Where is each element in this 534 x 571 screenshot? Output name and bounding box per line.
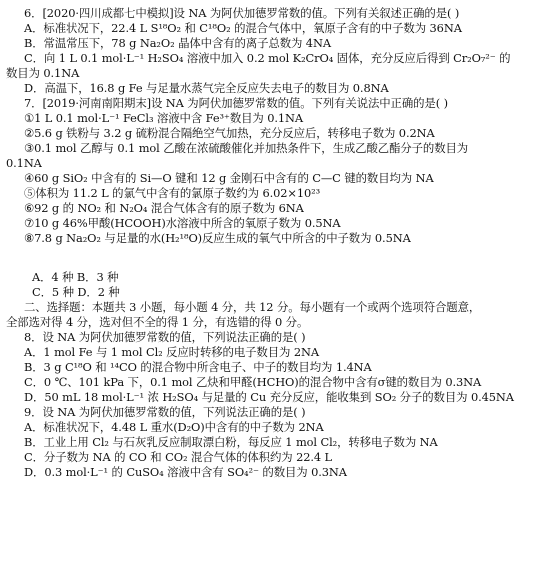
q8-option-c: C．0 ℃、101 kPa 下，0.1 mol 乙炔和甲醛(HCHO)的混合物中含有σ键的数目为 0.3NA (24, 375, 482, 389)
q6-option-b: B．常温常压下，78 g Na₂O₂ 晶体中含有的离子总数为 4NA (24, 36, 331, 50)
q8-option-d: D．50 mL 18 mol·L⁻¹ 浓 H₂SO₄ 与足量的 Cu 充分反应，能收集到 SO₂ 分子的数目为 0.45NA (24, 390, 514, 404)
section-heading: 二、选择题：本题共 3 小题，每小题 4 分，共 12 分。每小题有一个或两个选项符合题意， (24, 300, 481, 314)
q9-option-a: A．标准状况下，4.48 L 重水(D₂O)中含有的中子数为 2NA (24, 420, 324, 434)
q6-option-c: C．向 1 L 0.1 mol·L⁻¹ H₂SO₄ 溶液中加入 0.2 mol K₂CrO₄ 固体，充分反应后得到 Cr₂O₇²⁻ 的 (24, 51, 511, 65)
q7-options-ab: A．4 种 B．3 种 (32, 270, 119, 284)
q6-stem: 6．[2020·四川成都七中模拟]设 NA 为阿伏加德罗常数的值。下列有关叙述正确的是( ) (24, 6, 460, 20)
q7-statement-6: ⑥92 g 的 NO₂ 和 N₂O₄ 混合气体含有的原子数为 6NA (24, 201, 304, 215)
q8-option-b: B．3 g C¹⁸O 和 ¹⁴CO 的混合物中所含电子、中子的数目均为 1.4NA (24, 360, 372, 374)
q7-statement-3: ③0.1 mol 乙醇与 0.1 mol 乙酸在浓硫酸催化并加热条件下，生成乙酸乙酯分子的数目为 (24, 141, 469, 155)
q8-option-a: A．1 mol Fe 与 1 mol Cl₂ 反应时转移的电子数目为 2NA (24, 345, 319, 359)
q6-option-a: A．标准状况下，22.4 L S¹⁸O₂ 和 C¹⁸O₂ 的混合气体中，氧原子含有的中子数为 36NA (24, 21, 462, 35)
q9-option-b: B．工业上用 Cl₂ 与石灰乳反应制取漂白粉，每反应 1 mol Cl₂，转移电子数为 NA (24, 435, 438, 449)
q8-stem: 8．设 NA 为阿伏加德罗常数的值，下列说法正确的是( ) (24, 330, 306, 344)
section-heading-cont: 全部选对得 4 分，选对但不全的得 1 分，有选错的得 0 分。 (6, 315, 309, 329)
q7-statement-3-cont: 0.1NA (6, 156, 42, 170)
q9-stem: 9．设 NA 为阿伏加德罗常数的值，下列说法正确的是( ) (24, 405, 306, 419)
q9-option-d: D．0.3 mol·L⁻¹ 的 CuSO₄ 溶液中含有 SO₄²⁻ 的数目为 0.3NA (24, 465, 347, 479)
q7-options-cd: C．5 种 D．2 种 (32, 285, 120, 299)
q7-statement-8: ⑧7.8 g Na₂O₂ 与足量的水(H₂¹⁸O)反应生成的氧气中所含的中子数为 0.5NA (24, 231, 411, 245)
q6-option-d: D．高温下，16.8 g Fe 与足量水蒸气完全反应失去电子的数目为 0.8NA (24, 81, 389, 95)
q7-statement-1: ①1 L 0.1 mol·L⁻¹ FeCl₃ 溶液中含 Fe³⁺数目为 0.1NA (24, 111, 304, 125)
q6-option-c-cont: 数目为 0.1NA (6, 66, 80, 80)
q7-statement-4: ④60 g SiO₂ 中含有的 Si—O 键和 12 g 金刚石中含有的 C—C 键的数目均为 NA (24, 171, 434, 185)
spacer (6, 246, 528, 270)
q7-stem: 7．[2019·河南南阳期末]设 NA 为阿伏加德罗常数的值。下列有关说法中正确的是( ) (24, 96, 448, 110)
q9-option-c: C．分子数为 NA 的 CO 和 CO₂ 混合气体的体积约为 22.4 L (24, 450, 333, 464)
q7-statement-7: ⑦10 g 46%甲酸(HCOOH)水溶液中所含的氧原子数为 0.5NA (24, 216, 341, 230)
q7-statement-5: ⑤体积为 11.2 L 的氯气中含有的氯原子数约为 6.02×10²³ (24, 186, 321, 200)
q7-statement-2: ②5.6 g 铁粉与 3.2 g 硫粉混合隔绝空气加热，充分反应后，转移电子数为 0.2NA (24, 126, 435, 140)
